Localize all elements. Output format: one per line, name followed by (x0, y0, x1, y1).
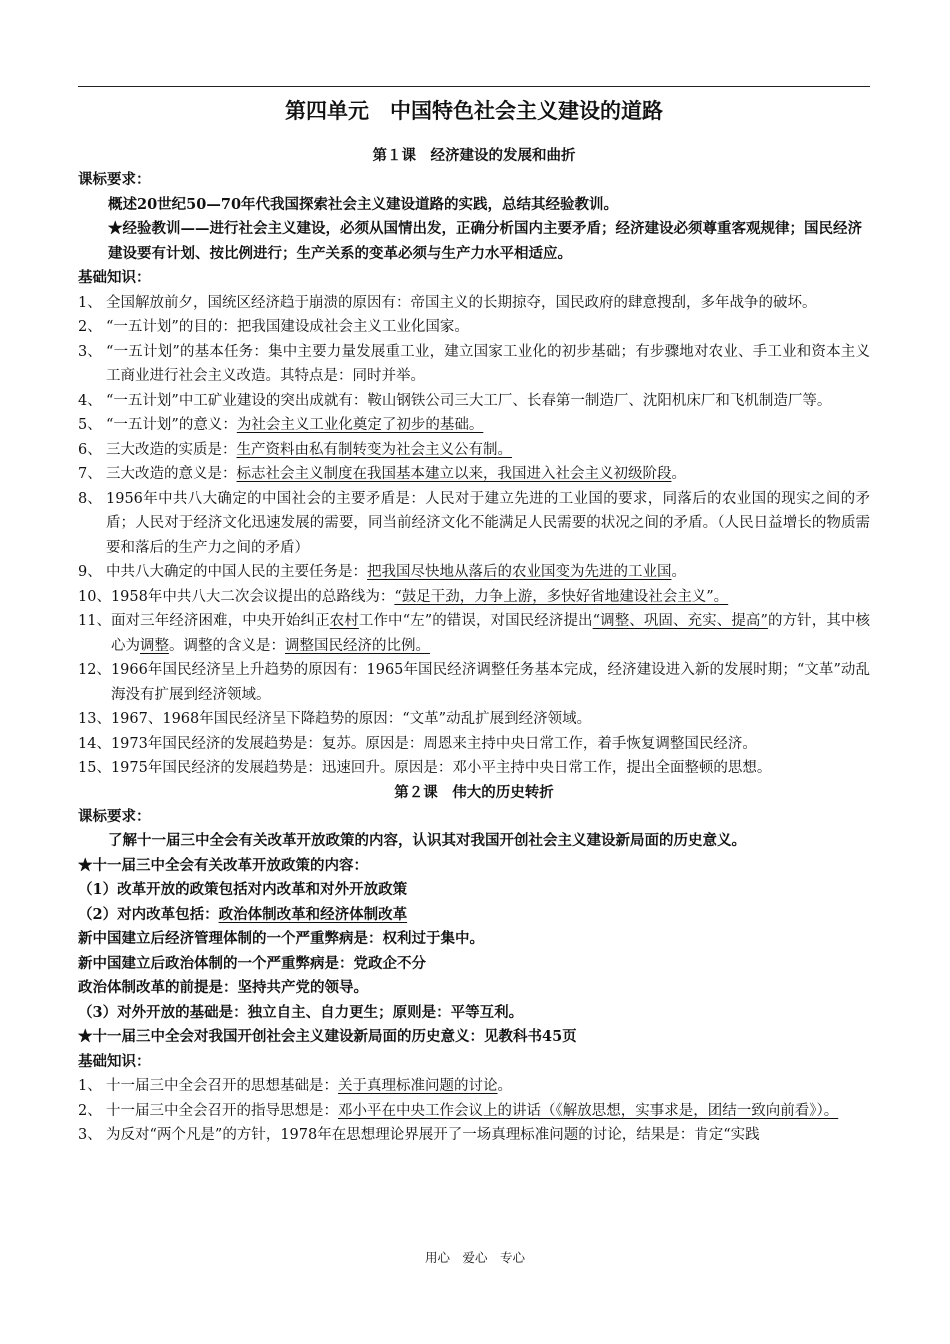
list-item: 2、 “一五计划”的目的：把我国建设成社会主义工业化国家。 (78, 319, 469, 335)
list-item: 1、 十一届三中全会召开的思想基础是：关于真理标准问题的讨论。 (78, 1078, 512, 1094)
page-footer: 用心 爱心 专心 (424, 1250, 525, 1265)
lesson-1-title: 第１课 经济建设的发展和曲折 (372, 147, 576, 164)
lesson-1-basic-heading: 基础知识： (78, 269, 151, 286)
list-item: 5、 “一五计划”的意义：为社会主义工业化奠定了初步的基础。 (78, 417, 484, 433)
list-item: 2、 十一届三中全会召开的指导思想是：邓小平在中央工作会议上的讲话（《解放思想，实事求是，团结一致向前看》）。 (78, 1102, 839, 1119)
top-rule (78, 86, 870, 87)
lesson-2-significance: ★十一届三中全会对我国开创社会主义建设新局面的历史意义：见教科书45页 (78, 1028, 577, 1045)
lesson-2-econ-flaw: 新中国建立后经济管理体制的一个严重弊病是：权利过于集中。 (78, 930, 484, 947)
lesson-2-policy-2: （2）对内改革包括：政治体制改革和经济体制改革 (78, 905, 408, 923)
lesson-1-experience: ★经验教训——进行社会主义建设，必须从国情出发，正确分析国内主要矛盾；经济建设必须尊重客观规律；国民经济建设要有计划、按比例进行；生产关系的变革必须与生产力水平相适应。 (108, 220, 862, 262)
list-item: 8、 1956年中共八大确定的中国社会的主要矛盾是：人民对于建立先进的工业国的要求，同落后的农业国的现实之间的矛盾；人民对于经济文化迅速发展的需要，同当前经济文化不能满足人民需要的状况之间的矛盾。（人民日益增长的物质需要和落后的生产力之间的矛盾） (78, 490, 870, 556)
list-item: 10、 1958年中共八大二次会议提出的总路线为：“鼓足干劲，力争上游，多快好省地建设社会主义”。 (78, 588, 729, 605)
lesson-2-title: 第２课 伟大的历史转折 (394, 783, 554, 801)
list-item: 11、 面对三年经济困难，中央开始纠正农村工作中“左”的错误，对国民经济提出“调整、巩固、充实、提高”的方针，其中核心为调整。调整的含义是：调整国民经济的比例。 (78, 613, 871, 654)
list-item: 1、 全国解放前夕，国统区经济趋于崩溃的原因有：帝国主义的长期掠夺，国民政府的肆意搜刮，多年战争的破坏。 (78, 294, 817, 311)
list-item: 3、 为反对“两个凡是”的方针，1978年在思想理论界展开了一场真理标准问题的讨论，结果是：肯定“实践 (78, 1127, 760, 1143)
lesson-2-basic-heading: 基础知识： (78, 1052, 151, 1070)
lesson-1-req-heading: 课标要求： (78, 171, 151, 188)
lesson-2-policy-3: （3）对外开放的基础是：独立自主、自力更生；原则是：平等互利。 (78, 1003, 524, 1021)
list-item: 15、 1975年国民经济的发展趋势是：迅速回升。原因是：邓小平主持中央日常工作，提出全面整顿的思想。 (78, 760, 772, 776)
list-item: 14、 1973年国民经济的发展趋势是：复苏。原因是：周恩来主持中央日常工作，着手恢复调整国民经济。 (78, 735, 757, 752)
list-item: 3、 “一五计划”的基本任务：集中主要力量发展重工业，建立国家工业化的初步基础；有步骤地对农业、手工业和资本主义工商业进行社会主义改造。其特点是：同时并举。 (78, 343, 870, 384)
lesson-2-req-heading: 课标要求： (78, 807, 151, 825)
lesson-2-reform-premise: 政治体制改革的前提是：坚持共产党的领导。 (78, 979, 368, 996)
list-item: 7、 三大改造的意义是：标志社会主义制度在我国基本建立以来，我国进入社会主义初级阶段。 (78, 466, 686, 482)
list-item: 9、 中共八大确定的中国人民的主要任务是：把我国尽快地从落后的农业国变为先进的工业国。 (78, 564, 686, 580)
lesson-2-policy-1: （1）改革开放的政策包括对内改革和对外开放政策 (78, 881, 408, 898)
list-item: 4、 “一五计划”中工矿业建设的突出成就有：鞍山钢铁公司三大工厂、长春第一制造厂、沈阳机床厂和飞机制造厂等。 (78, 392, 832, 409)
lesson-2-req-text: 了解十一届三中全会有关改革开放政策的内容，认识其对我国开创社会主义建设新局面的历史意义。 (108, 832, 746, 849)
list-item: 6、 三大改造的实质是：生产资料由私有制转变为社会主义公有制。 (78, 441, 512, 458)
lesson-1-req-text: 概述20世纪50—70年代我国探索社会主义建设道路的实践，总结其经验教训。 (108, 195, 619, 213)
lesson-2-pol-flaw: 新中国建立后政治体制的一个严重弊病是：党政企不分 (78, 954, 426, 972)
list-item: 13、 1967、1968年国民经济呈下降趋势的原因：“文革”动乱扩展到经济领域。 (78, 711, 592, 727)
unit-title: 第四单元 中国特色社会主义建设的道路 (285, 98, 663, 123)
list-item: 12、 1966年国民经济呈上升趋势的原因有：1965年国民经济调整任务基本完成，经济建设进入新的发展时期；“文革”动乱海没有扩展到经济领域。 (78, 662, 870, 703)
document-page (78, 92, 870, 1148)
lesson-2-policy-heading: ★十一届三中全会有关改革开放政策的内容： (78, 856, 368, 874)
